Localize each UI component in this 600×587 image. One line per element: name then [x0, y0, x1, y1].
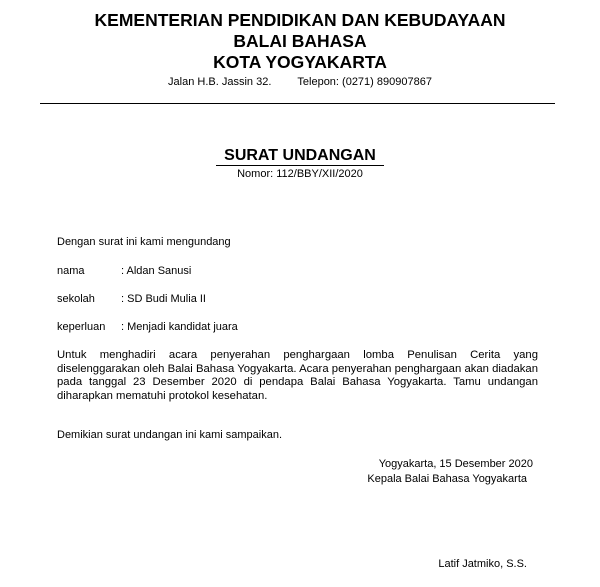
signature-place-date: Yogyakarta, 15 Desember 2020	[378, 458, 533, 470]
letterhead-contact	[0, 75, 600, 89]
institution-unit: BALAI BAHASA	[233, 31, 367, 51]
letter-title-text: SURAT UNDANGAN	[216, 147, 384, 166]
letter-number: Nomor: 112/BBY/XII/2020	[237, 168, 363, 180]
address: Jalan H.B. Jassin 32.	[168, 76, 272, 88]
letter-title	[0, 146, 600, 166]
institution-city: KOTA YOGYAKARTA	[213, 52, 387, 72]
institution-name: KEMENTERIAN PENDIDIKAN DAN KEBUDAYAAN	[94, 10, 506, 30]
opening-line: Dengan surat ini kami mengundang	[57, 236, 231, 248]
field-value-keperluan: : Menjadi kandidat juara	[121, 321, 238, 333]
body-paragraph: Untuk menghadiri acara penyerahan penghargaan lomba Penulisan Cerita yang diselenggarakan oleh Balai Bahasa Yogyakarta. Acara penyerahan penghargaan akan diadakan pada tanggal 23 Desember 2020 di pendapa Balai Bahasa Yogyakarta. Tamu undangan diharapkan mematuhi protokol kesehatan.	[57, 349, 538, 402]
field-value-sekolah: : SD Budi Mulia II	[121, 293, 206, 305]
closing-line: Demikian surat undangan ini kami sampaikan.	[57, 429, 283, 441]
phone-number: Telepon: (0271) 890907867	[297, 76, 432, 88]
letterhead-divider	[40, 103, 555, 104]
field-label-keperluan: keperluan	[57, 321, 106, 333]
signature-name: Latif Jatmiko, S.S.	[438, 558, 527, 570]
field-label-sekolah: sekolah	[57, 293, 95, 305]
signature-position: Kepala Balai Bahasa Yogyakarta	[367, 473, 527, 485]
field-value-nama: : Aldan Sanusi	[121, 265, 192, 277]
field-label-nama: nama	[57, 265, 85, 277]
